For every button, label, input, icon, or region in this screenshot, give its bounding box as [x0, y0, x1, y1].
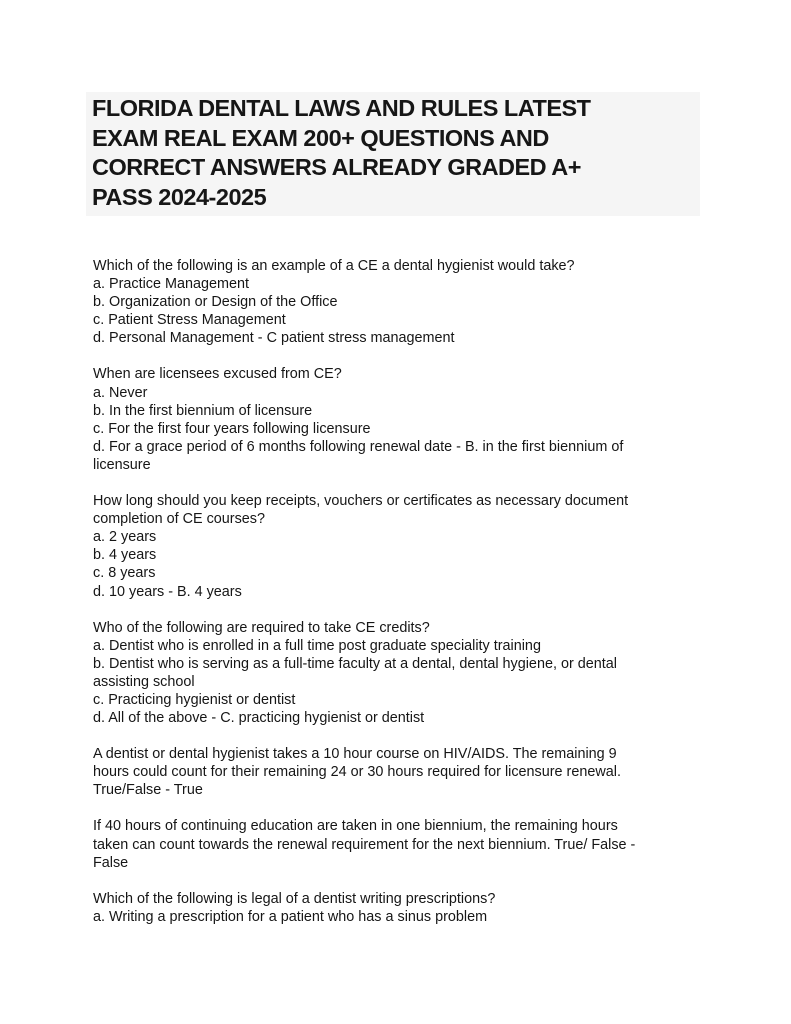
- document-title: [92, 94, 702, 212]
- question-text: Who of the following are required to take CE credits?: [93, 619, 430, 636]
- answer-option: d. 10 years - B. 4 years: [93, 583, 242, 600]
- answer-option: a. Writing a prescription for a patient who has a sinus problem: [93, 908, 488, 925]
- title-line: EXAM REAL EXAM 200+ QUESTIONS AND: [92, 124, 549, 151]
- question-block: [93, 492, 713, 601]
- question-text: If 40 hours of continuing education are taken in one biennium, the remaining hours: [93, 818, 618, 835]
- questions-list: [93, 257, 713, 944]
- question-block: [93, 365, 713, 474]
- question-block: [93, 257, 713, 347]
- question-block: [93, 890, 713, 926]
- question-text: Which of the following is an example of a CE a dental hygienist would take?: [93, 258, 575, 274]
- answer-option: d. Personal Management - C patient stress management: [93, 330, 455, 347]
- question-text: How long should you keep receipts, vouchers or certificates as necessary document: [93, 493, 629, 510]
- question-block: [93, 817, 713, 871]
- answer-option: a. Never: [93, 384, 148, 401]
- question-text: hours could count for their remaining 24 or 30 hours required for licensure renewal.: [93, 764, 621, 781]
- answer-option: d. All of the above - C. practicing hygienist or dentist: [93, 710, 425, 727]
- answer-option: c. Practicing hygienist or dentist: [93, 691, 296, 708]
- question-answer: False: [93, 854, 129, 871]
- answer-option: c. For the first four years following licensure: [93, 420, 371, 437]
- answer-option: a. Dentist who is enrolled in a full time post graduate speciality training: [93, 637, 541, 654]
- answer-option: a. 2 years: [93, 529, 157, 546]
- answer-option: assisting school: [93, 673, 195, 690]
- question-block: [93, 745, 713, 799]
- question-text: taken can count towards the renewal requirement for the next biennium. True/ False -: [93, 836, 636, 853]
- question-text: completion of CE courses?: [93, 511, 265, 528]
- title-line: FLORIDA DENTAL LAWS AND RULES LATEST: [92, 95, 591, 121]
- question-text: A dentist or dental hygienist takes a 10 hour course on HIV/AIDS. The remaining 9: [93, 746, 617, 763]
- question-block: [93, 619, 713, 728]
- answer-option: c. 8 years: [93, 565, 156, 582]
- answer-option: b. 4 years: [93, 547, 157, 564]
- question-text: When are licensees excused from CE?: [93, 366, 342, 383]
- answer-option: d. For a grace period of 6 months following renewal date - B. in the first biennium of: [93, 438, 624, 455]
- answer-option: c. Patient Stress Management: [93, 312, 286, 329]
- answer-option: b. Organization or Design of the Office: [93, 294, 338, 311]
- title-line: CORRECT ANSWERS ALREADY GRADED A+: [92, 154, 582, 180]
- question-answer: True/False - True: [93, 782, 203, 799]
- answer-option: a. Practice Management: [93, 276, 249, 293]
- answer-option: licensure: [93, 456, 151, 473]
- answer-option: b. Dentist who is serving as a full-time faculty at a dental, dental hygiene, or dental: [93, 655, 617, 672]
- title-line: PASS 2024-2025: [92, 183, 267, 210]
- answer-option: b. In the first biennium of licensure: [93, 402, 313, 419]
- question-text: Which of the following is legal of a dentist writing prescriptions?: [93, 890, 496, 907]
